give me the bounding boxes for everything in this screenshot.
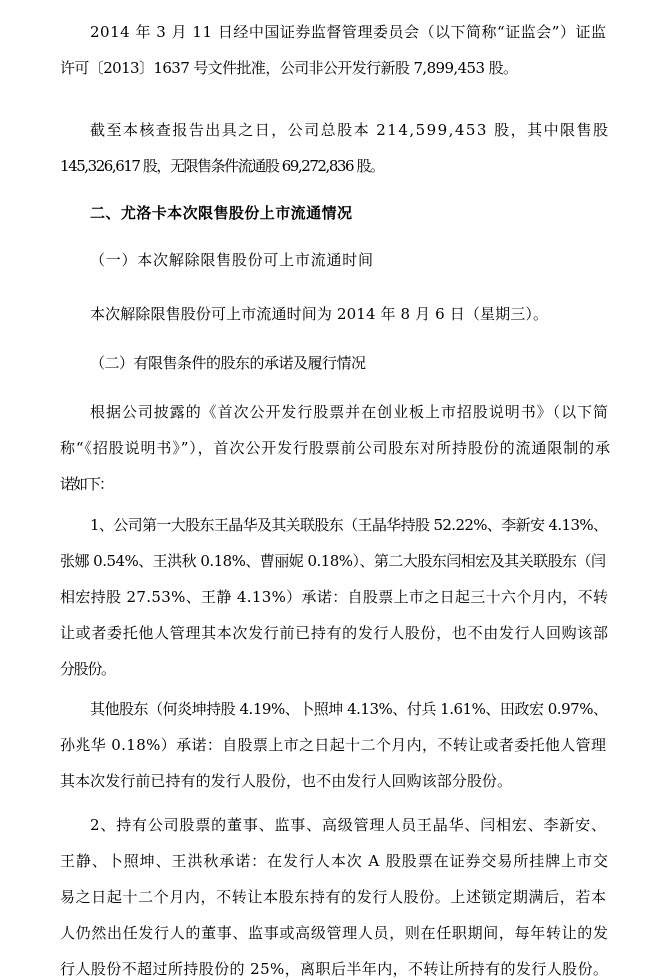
text-line: 王静、卜照坤、王洪秋承诺：在发行人本次 A 股股票在证券交易所挂牌上市交 — [60, 852, 609, 870]
text-line: 人仍然出任发行人的董事、监事或高级管理人员，则在任职期间，每年转让的发 — [60, 924, 609, 942]
subsection-heading-text: （一）本次解除限售股份可上市流通时间 — [90, 251, 374, 269]
text-line: 根据公司披露的《首次公开发行股票并在创业板上市招股说明书》（以下简 — [90, 403, 609, 421]
text-line: 相宏持股 27.53%、王静 4.13%）承诺：自股票上市之日起三十六个月内，不转 — [60, 588, 609, 606]
text-line: 其他股东（何炎坤持股 4.19%、卜照坤 4.13%、付兵 1.61%、田政宏 0.97%、 — [90, 700, 608, 718]
text-line: 其本次发行前已持有的发行人股份，也不由发行人回购该部分股份。 — [60, 772, 513, 790]
text-line: 张娜 0.54%、王洪秋 0.18%、曹丽妮 0.18%）、第二大股东闫相宏及其关联股东（闫 — [60, 552, 606, 570]
text-line: 易之日起十二个月内，不转让本股东持有的发行人股份。上述锁定期满后，若本 — [60, 888, 607, 906]
text-line: 孙兆华 0.18%）承诺：自股票上市之日起十二个月内，不转让或者委托他人管理 — [60, 736, 607, 754]
text-line: 让或者委托他人管理其本次发行前已持有的发行人股份，也不由发行人回购该部 — [60, 624, 609, 642]
text-line: 1、公司第一大股东王晶华及其关联股东（王晶华持股 52.22%、李新安 4.13%、 — [90, 516, 608, 534]
text-line: 诺如下： — [60, 475, 113, 493]
text-line: 许可〔2013〕1637 号文件批准，公司非公开发行新股 7,899,453 股。 — [60, 59, 518, 77]
text-line: 2014 年 3 月 11 日经中国证券监督管理委员会（以下简称“证监会”）证监 — [90, 23, 607, 41]
text-line: 145,326,617 股，无限售条件流通股 69,272,836 股。 — [60, 157, 384, 175]
text-line: 2、持有公司股票的董事、监事、高级管理人员王晶华、闫相宏、李新安、 — [90, 816, 607, 834]
text-line: 本次解除限售股份可上市流通时间为 2014 年 8 月 6 日（星期三）。 — [90, 305, 549, 323]
text-line: 称“《招股说明书》”），首次公开发行股票前公司股东对所持股份的流通限制的承 — [60, 439, 611, 457]
section-heading-text: 二、尤洛卡本次限售股份上市流通情况 — [90, 204, 353, 222]
text-line: 分股份。 — [60, 660, 115, 678]
subsection-heading-text: （二）有限售条件的股东的承诺及履行情况 — [90, 354, 366, 372]
text-line: 行人股份不超过所持股份的 25%，离职后半年内，不转让所持有的发行人股份。 — [60, 960, 609, 978]
text-line: 截至本核查报告出具之日，公司总股本 214,599,453 股，其中限售股 — [90, 121, 610, 139]
